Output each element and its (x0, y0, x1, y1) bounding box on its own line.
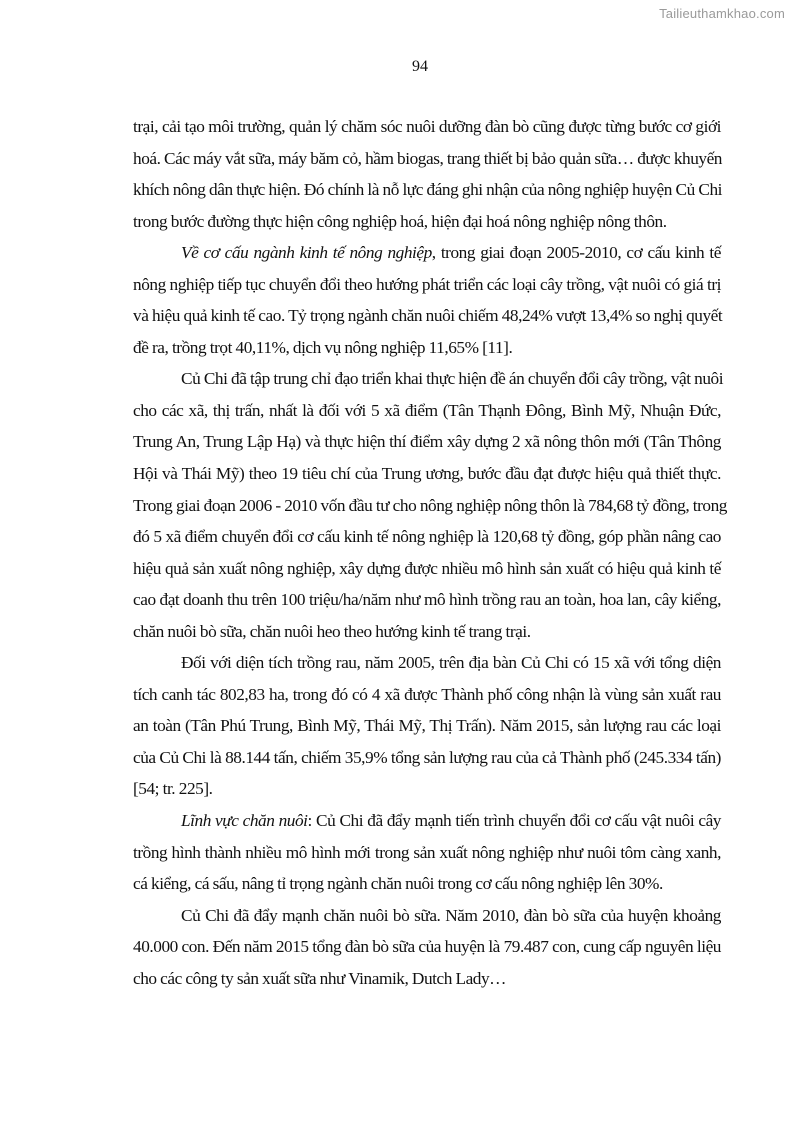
paragraph (133, 237, 721, 363)
text-line: [54; tr. 225]. (133, 779, 213, 799)
text-line: trồng hình thành nhiều mô hình mới trong sản xuất nông nghiệp như nuôi tôm càng xanh, (133, 842, 721, 862)
text-line: đó 5 xã điểm chuyển đổi cơ cấu kinh tế nông nghiệp là 120,68 tỷ đồng, góp phần nâng cao (133, 527, 721, 547)
watermark: Tailieuthamkhao.com (659, 6, 785, 21)
text-line: trong bước đường thực hiện công nghiệp hoá, hiện đại hoá nông nghiệp nông thôn. (133, 211, 667, 231)
text-span: : Củ Chi đã đẩy mạnh tiến trình chuyển đổi cơ cấu vật nuôi cây (307, 811, 721, 831)
text-line: nông nghiệp tiếp tục chuyển đổi theo hướng phát triển các loại cây trồng, vật nuôi có giá trị (133, 274, 721, 294)
text-line: đề ra, trồng trọt 40,11%, dịch vụ nông nghiệp 11,65% [11]. (133, 337, 513, 357)
text-line: trại, cải tạo môi trường, quản lý chăm sóc nuôi dưỡng đàn bò cũng được từng bước cơ giới (133, 117, 721, 136)
text-line (133, 805, 721, 837)
text-line: cho các công ty sản xuất sữa như Vinamik, Dutch Lady… (133, 968, 507, 988)
text-line (133, 237, 721, 269)
paragraph (133, 805, 721, 900)
text-line: Đối với diện tích trồng rau, năm 2005, trên địa bàn Củ Chi có 15 xã với tổng diện (181, 653, 721, 673)
document-body (133, 111, 727, 994)
paragraph (133, 647, 721, 805)
text-line: Hội và Thái Mỹ) theo 19 tiêu chí của Trung ương, bước đầu đạt được hiệu quả thiết thực. (133, 464, 721, 484)
text-line: Củ Chi đã đẩy mạnh chăn nuôi bò sữa. Năm 2010, đàn bò sữa của huyện khoảng (181, 905, 721, 925)
text-line: cho các xã, thị trấn, nhất là đối với 5 xã điểm (Tân Thạnh Đông, Bình Mỹ, Nhuận Đức, (133, 400, 721, 420)
paragraph (133, 900, 721, 995)
text-span: , trong giai đoạn 2005-2010, cơ cấu kinh tế (431, 243, 721, 263)
text-line: an toàn (Tân Phú Trung, Bình Mỹ, Thái Mỹ, Thị Trấn). Năm 2015, sản lượng rau các loại (133, 716, 721, 736)
text-line: tích canh tác 802,83 ha, trong đó có 4 xã được Thành phố công nhận là vùng sản xuất rau (133, 684, 721, 704)
text-line: Củ Chi đã tập trung chỉ đạo triển khai thực hiện đề án chuyển đổi cây trồng, vật nuôi (181, 369, 724, 389)
text-line: của Củ Chi là 88.144 tấn, chiếm 35,9% tổng sản lượng rau của cả Thành phố (245.334 tấn) (133, 747, 721, 767)
text-line: hoá. Các máy vắt sữa, máy băm cỏ, hầm biogas, trang thiết bị bảo quản sữa… được khuyến (133, 148, 722, 168)
italic-heading: Lĩnh vực chăn nuôi (181, 811, 308, 831)
text-line: cao đạt doanh thu trên 100 triệu/ha/năm như mô hình trồng rau an toàn, hoa lan, cây kiểng, (133, 590, 721, 610)
text-line: chăn nuôi bò sữa, chăn nuôi heo theo hướng kinh tế trang trại. (133, 621, 531, 641)
text-line: Trong giai đoạn 2006 - 2010 vốn đầu tư cho nông nghiệp nông thôn là 784,68 tỷ đồng, trong (133, 495, 727, 515)
text-line: cá kiểng, cá sấu, nâng tỉ trọng ngành chăn nuôi trong cơ cấu nông nghiệp lên 30%. (133, 874, 663, 894)
text-line: và hiệu quả kinh tế cao. Tỷ trọng ngành chăn nuôi chiếm 48,24% vượt 13,4% so nghị quyết (133, 306, 723, 326)
paragraph (133, 111, 721, 237)
text-line: hiệu quả sản xuất nông nghiệp, xây dựng được nhiều mô hình sản xuất có hiệu quả kinh tế (133, 558, 721, 578)
italic-heading: Về cơ cấu ngành kinh tế nông nghiệp (181, 243, 432, 263)
text-line: 40.000 con. Đến năm 2015 tổng đàn bò sữa của huyện là 79.487 con, cung cấp nguyên liệu (133, 937, 721, 957)
text-line: khích nông dân thực hiện. Đó chính là nỗ lực đáng ghi nhận của nông nghiệp huyện Củ Chi (133, 180, 722, 200)
paragraph (133, 363, 727, 647)
page-number: 94 (412, 58, 428, 75)
text-line: Trung An, Trung Lập Hạ) và thực hiện thí điểm xây dựng 2 xã nông thôn mới (Tân Thông (133, 432, 721, 452)
